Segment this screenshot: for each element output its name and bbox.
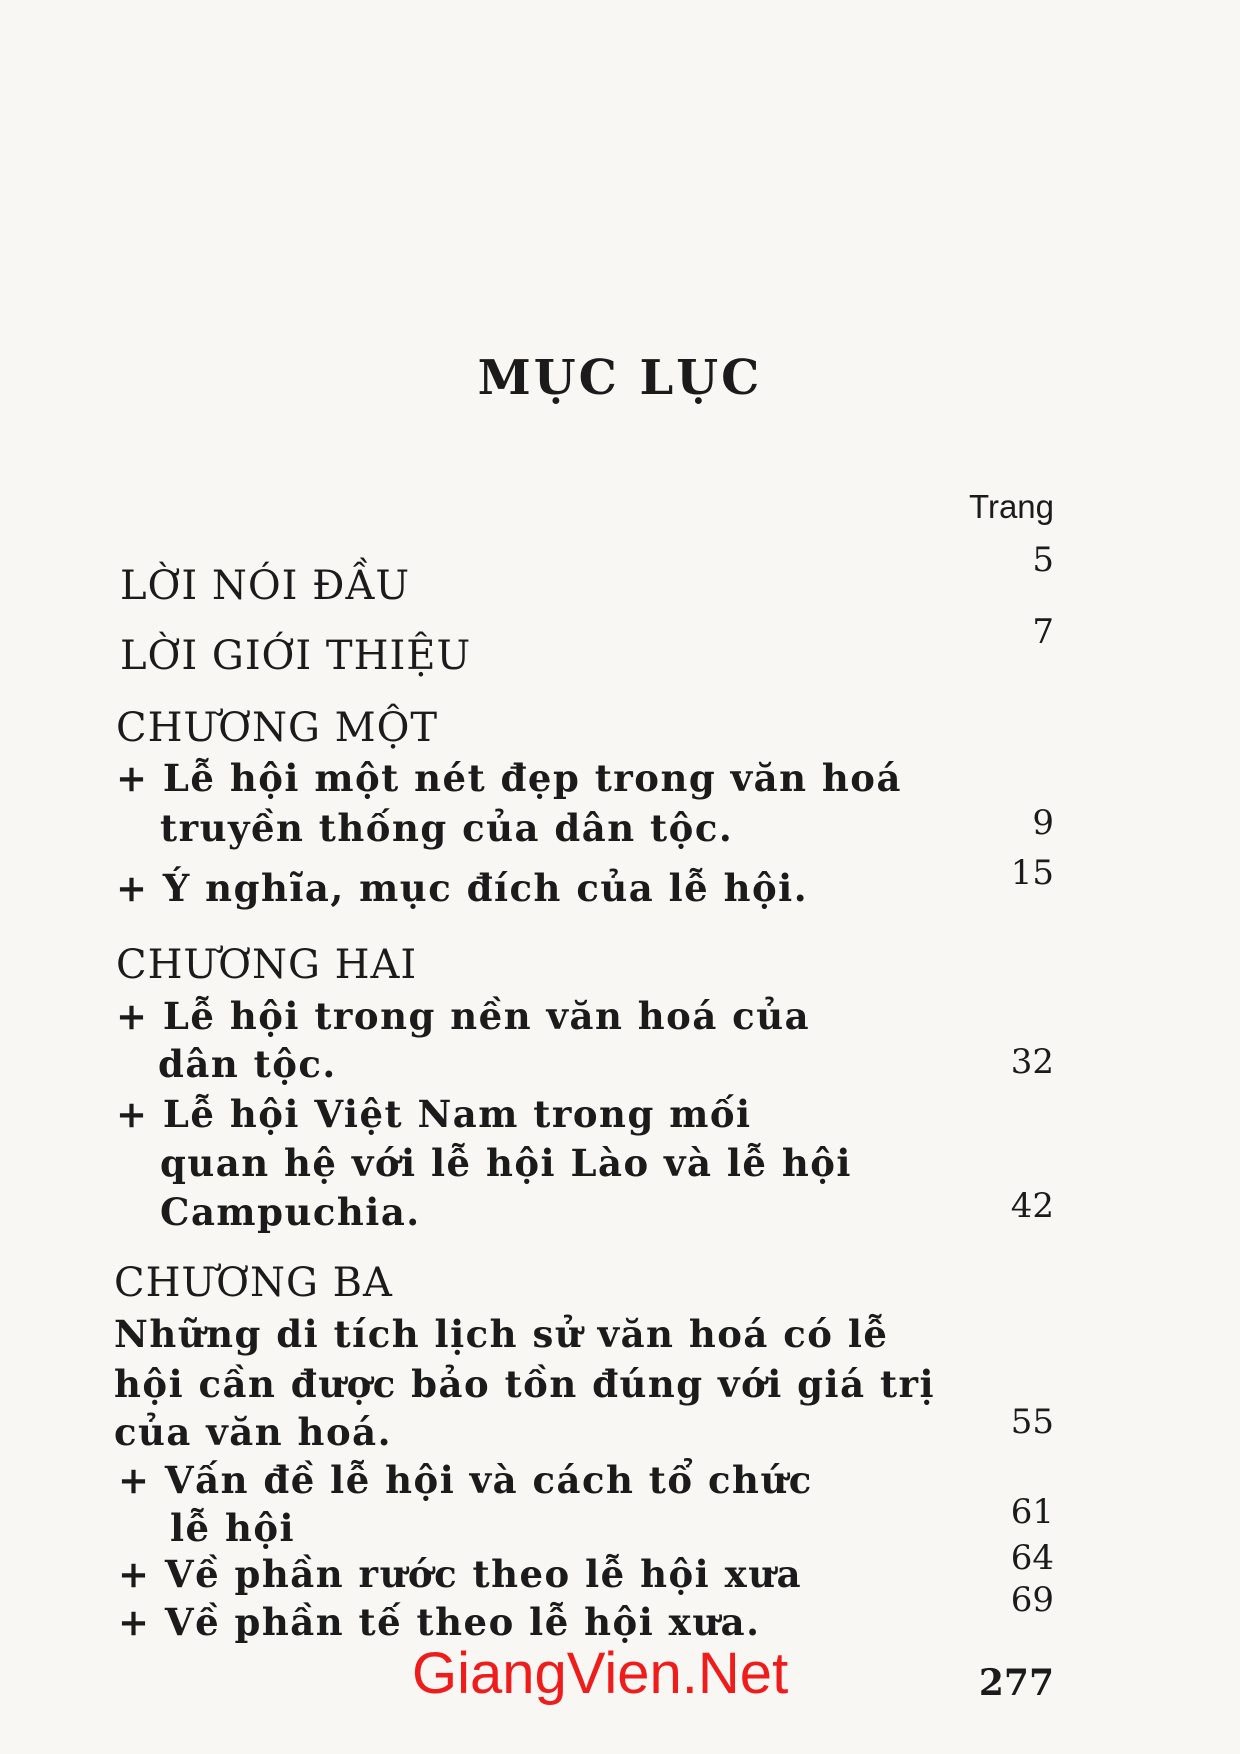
page-title: MỤC LỤC bbox=[477, 350, 763, 406]
toc-entry-line: Những di tích lịch sử văn hoá có lễ bbox=[114, 1312, 889, 1356]
toc-page-number: 9 bbox=[1032, 803, 1054, 843]
chapter-heading: CHƯƠNG HAI bbox=[116, 942, 418, 988]
page-number: 277 bbox=[978, 1662, 1054, 1704]
toc-entry-loi-gioi-thieu: LỜI GIỚI THIỆU bbox=[120, 633, 472, 679]
toc-page-number: 7 bbox=[1032, 612, 1054, 652]
toc-entry-line: dân tộc. bbox=[158, 1042, 337, 1086]
toc-entry-line: Campuchia. bbox=[160, 1190, 421, 1234]
toc-page-number: 32 bbox=[1010, 1042, 1054, 1082]
toc-entry-line: + Lễ hội trong nền văn hoá của bbox=[116, 994, 811, 1038]
toc-entry-line: + Lễ hội Việt Nam trong mối bbox=[116, 1092, 752, 1136]
toc-page-number: 42 bbox=[1010, 1186, 1054, 1226]
watermark: GiangVien.Net bbox=[412, 1641, 789, 1706]
toc-page-number: 15 bbox=[1010, 853, 1054, 893]
toc-entry-line: + Ý nghĩa, mục đích của lễ hội. bbox=[116, 866, 809, 910]
toc-entry-line: + Về phần rước theo lễ hội xưa bbox=[118, 1552, 803, 1596]
toc-entry-line: + Vấn đề lễ hội và cách tổ chức bbox=[118, 1458, 813, 1502]
chapter-heading: CHƯƠNG BA bbox=[114, 1260, 393, 1306]
toc-page-number: 55 bbox=[1010, 1402, 1054, 1442]
toc-page-number: 64 bbox=[1010, 1538, 1054, 1578]
toc-page-number: 61 bbox=[1010, 1492, 1054, 1532]
toc-entry-line: + Lễ hội một nét đẹp trong văn hoá bbox=[116, 756, 902, 800]
toc-entry-line: quan hệ với lễ hội Lào và lễ hội bbox=[160, 1141, 852, 1185]
toc-entry-line: hội cần được bảo tồn đúng với giá trị bbox=[114, 1362, 936, 1406]
toc-page-number: 5 bbox=[1032, 540, 1054, 580]
toc-entry-line: + Về phần tế theo lễ hội xưa. bbox=[118, 1600, 761, 1644]
toc-entry-line: lễ hội bbox=[170, 1506, 296, 1550]
chapter-heading: CHƯƠNG MỘT bbox=[116, 705, 439, 751]
toc-page-number: 69 bbox=[1010, 1580, 1054, 1620]
toc-entry-line: của văn hoá. bbox=[114, 1410, 392, 1454]
toc-entry-line: truyền thống của dân tộc. bbox=[160, 806, 734, 850]
toc-entry-loi-noi-dau: LỜI NÓI ĐẦU bbox=[120, 563, 411, 609]
page-column-label: Trang bbox=[969, 488, 1054, 525]
